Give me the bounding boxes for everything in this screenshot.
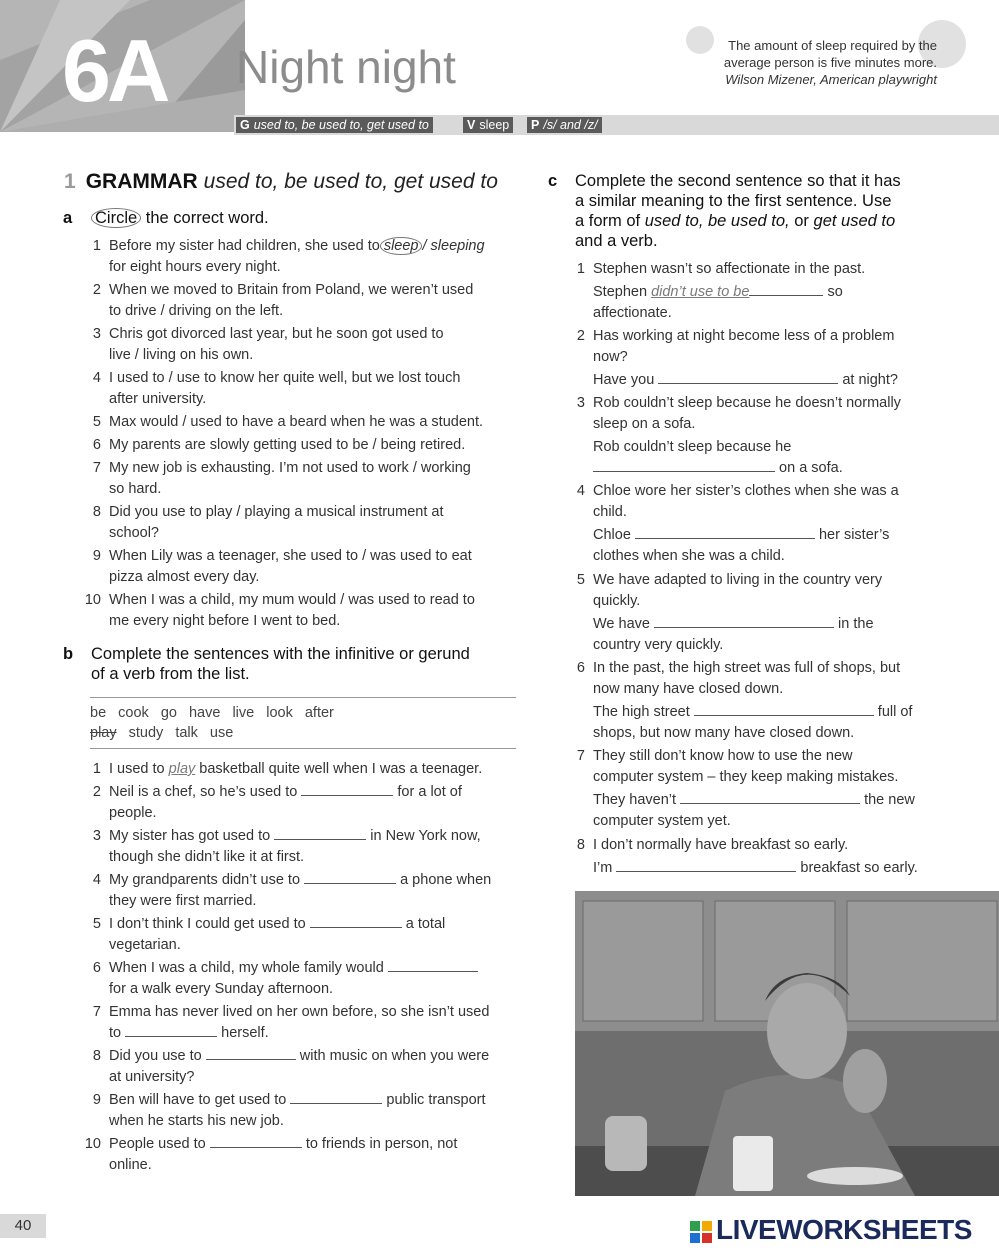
part-b-item: 5 I don’t think I could get used to a total vegetarian.	[92, 916, 446, 953]
part-a-item[interactable]: 6 My parents are slowly getting used to be / being retired.	[92, 437, 466, 453]
example-answer: didn’t use to be	[651, 284, 750, 300]
answer-blank[interactable]	[206, 1047, 296, 1060]
answer-blank[interactable]	[301, 783, 393, 796]
circled-answer[interactable]: sleep	[380, 237, 423, 255]
example-answer: play	[168, 761, 196, 777]
liveworksheets-logo: LIVEWORKSHEETS	[690, 1214, 972, 1246]
part-b-item: 7 Emma has never lived on her own before, so she isn’t used to herself.	[92, 1004, 490, 1041]
part-c-item: 7 They still don’t know how to use the new computer system – they keep making mistakes. They haven’t the new computer system yet.	[576, 748, 915, 829]
kitchen-scene-image	[575, 891, 999, 1196]
part-b-item: 10 People used to to friends in person, not online.	[84, 1136, 458, 1173]
part-a-item[interactable]: 8 Did you use to play / playing a musical instrument at school?	[92, 504, 444, 541]
part-c-item: 6 In the past, the high street was full of shops, but now many have closed down. The high street full of shops, but now many have closed down.	[576, 660, 913, 741]
part-b-item: 9 Ben will have to get used to public transport when he starts his new job.	[92, 1092, 486, 1129]
word-list-line-1: be cook go have live look after	[90, 705, 334, 721]
part-a-item[interactable]: 7 My new job is exhausting. I’m not used to work / working so hard.	[92, 460, 471, 497]
part-c-item: 8 I don’t normally have breakfast so early. I’m breakfast so early.	[576, 837, 918, 876]
part-c-item: 3 Rob couldn’t sleep because he doesn’t normally sleep on a sofa. Rob couldn’t sleep because he on a sofa.	[576, 395, 901, 476]
quote-line-1: The amount of sleep required by the	[728, 38, 937, 53]
topic-tag-bar	[234, 115, 999, 135]
tag-pronunciation: P /s/ and /z/	[527, 117, 602, 133]
answer-blank[interactable]	[210, 1135, 302, 1148]
answer-blank[interactable]	[635, 526, 815, 539]
part-b-item: 8 Did you use to with music on when you were at university?	[92, 1048, 490, 1085]
tag-vocabulary: V sleep	[463, 117, 513, 133]
part-c-item: 1 Stephen wasn’t so affectionate in the past. Stephen didn’t use to be so affectionate.	[576, 261, 866, 321]
answer-blank[interactable]	[680, 791, 860, 804]
tag-grammar: G used to, be used to, get used to	[236, 117, 433, 133]
quote-author: Wilson Mizener, American playwright	[725, 72, 937, 87]
part-a-item[interactable]: 2 When we moved to Britain from Poland, we weren’t used to drive / driving on the left.	[92, 282, 474, 319]
section-title: 1 GRAMMAR used to, be used to, get used to	[64, 170, 498, 193]
part-b-instruction: b Complete the sentences with the infinitive or gerund of a verb from the list.	[63, 645, 470, 683]
answer-blank[interactable]	[658, 371, 838, 384]
part-a-instruction: a Circle the correct word.	[63, 209, 269, 227]
used-word: play	[90, 725, 117, 741]
part-a-item[interactable]: 4 I used to / use to know her quite well, but we lost touch after university.	[92, 370, 461, 407]
answer-blank[interactable]	[304, 871, 396, 884]
part-b-item: 3 My sister has got used to in New York now, though she didn’t like it at first.	[92, 828, 481, 865]
word-list-box	[90, 697, 516, 749]
part-c-instruction: c Complete the second sentence so that it has a similar meaning to the first sentence. Use a form of used to, be used to, or get used to and a verb.	[548, 172, 901, 250]
answer-blank[interactable]	[310, 915, 402, 928]
tired-man-photo	[575, 891, 999, 1196]
part-a-item[interactable]: 3 Chris got divorced last year, but he soon got used to live / living on his own.	[92, 326, 444, 363]
answer-blank[interactable]	[125, 1024, 217, 1037]
part-b-item: 6 When I was a child, my whole family would for a walk every Sunday afternoon.	[109, 958, 529, 1000]
quote-line-2: average person is five minutes more.	[723, 55, 937, 70]
header-quote	[657, 37, 937, 88]
part-a-item[interactable]: 5 Max would / used to have a beard when he was a student.	[92, 414, 484, 430]
unit-title: Night night	[236, 41, 456, 93]
part-c-item: 2 Has working at night become less of a problem now? Have you at night?	[576, 328, 898, 388]
word-list-line-2: play study talk use	[90, 725, 234, 741]
part-a-item[interactable]: 10 When I was a child, my mum would / was used to read to me every night before I went to bed.	[84, 592, 475, 629]
answer-blank[interactable]	[694, 703, 874, 716]
part-b-item: 4 My grandparents didn’t use to a phone when they were first married.	[92, 872, 492, 909]
part-b-item: 1 I used to play basketball quite well when I was a teenager.	[92, 761, 483, 777]
part-b-item: 2 Neil is a chef, so he’s used to for a lot of people.	[92, 784, 462, 821]
brand-grid-icon	[690, 1221, 712, 1243]
answer-blank[interactable]	[290, 1091, 382, 1104]
answer-blank[interactable]	[616, 859, 796, 872]
answer-blank[interactable]	[593, 459, 775, 472]
unit-number: 6A	[62, 21, 167, 120]
part-a-item[interactable]: 9 When Lily was a teenager, she used to / was used to eat pizza almost every day.	[92, 548, 472, 585]
answer-blank[interactable]	[388, 959, 478, 972]
part-c-item: 5 We have adapted to living in the country very quickly. We have in the country very quickly.	[576, 572, 883, 653]
part-a-item: 1 Before my sister had children, she used to sleep / sleeping for eight hours every night.	[92, 238, 485, 275]
part-c-item: 4 Chloe wore her sister’s clothes when she was a child. Chloe her sister’s clothes when she was a child.	[576, 483, 899, 564]
page-number: 40	[0, 1214, 46, 1238]
answer-blank[interactable]	[274, 827, 366, 840]
answer-blank[interactable]	[654, 615, 834, 628]
